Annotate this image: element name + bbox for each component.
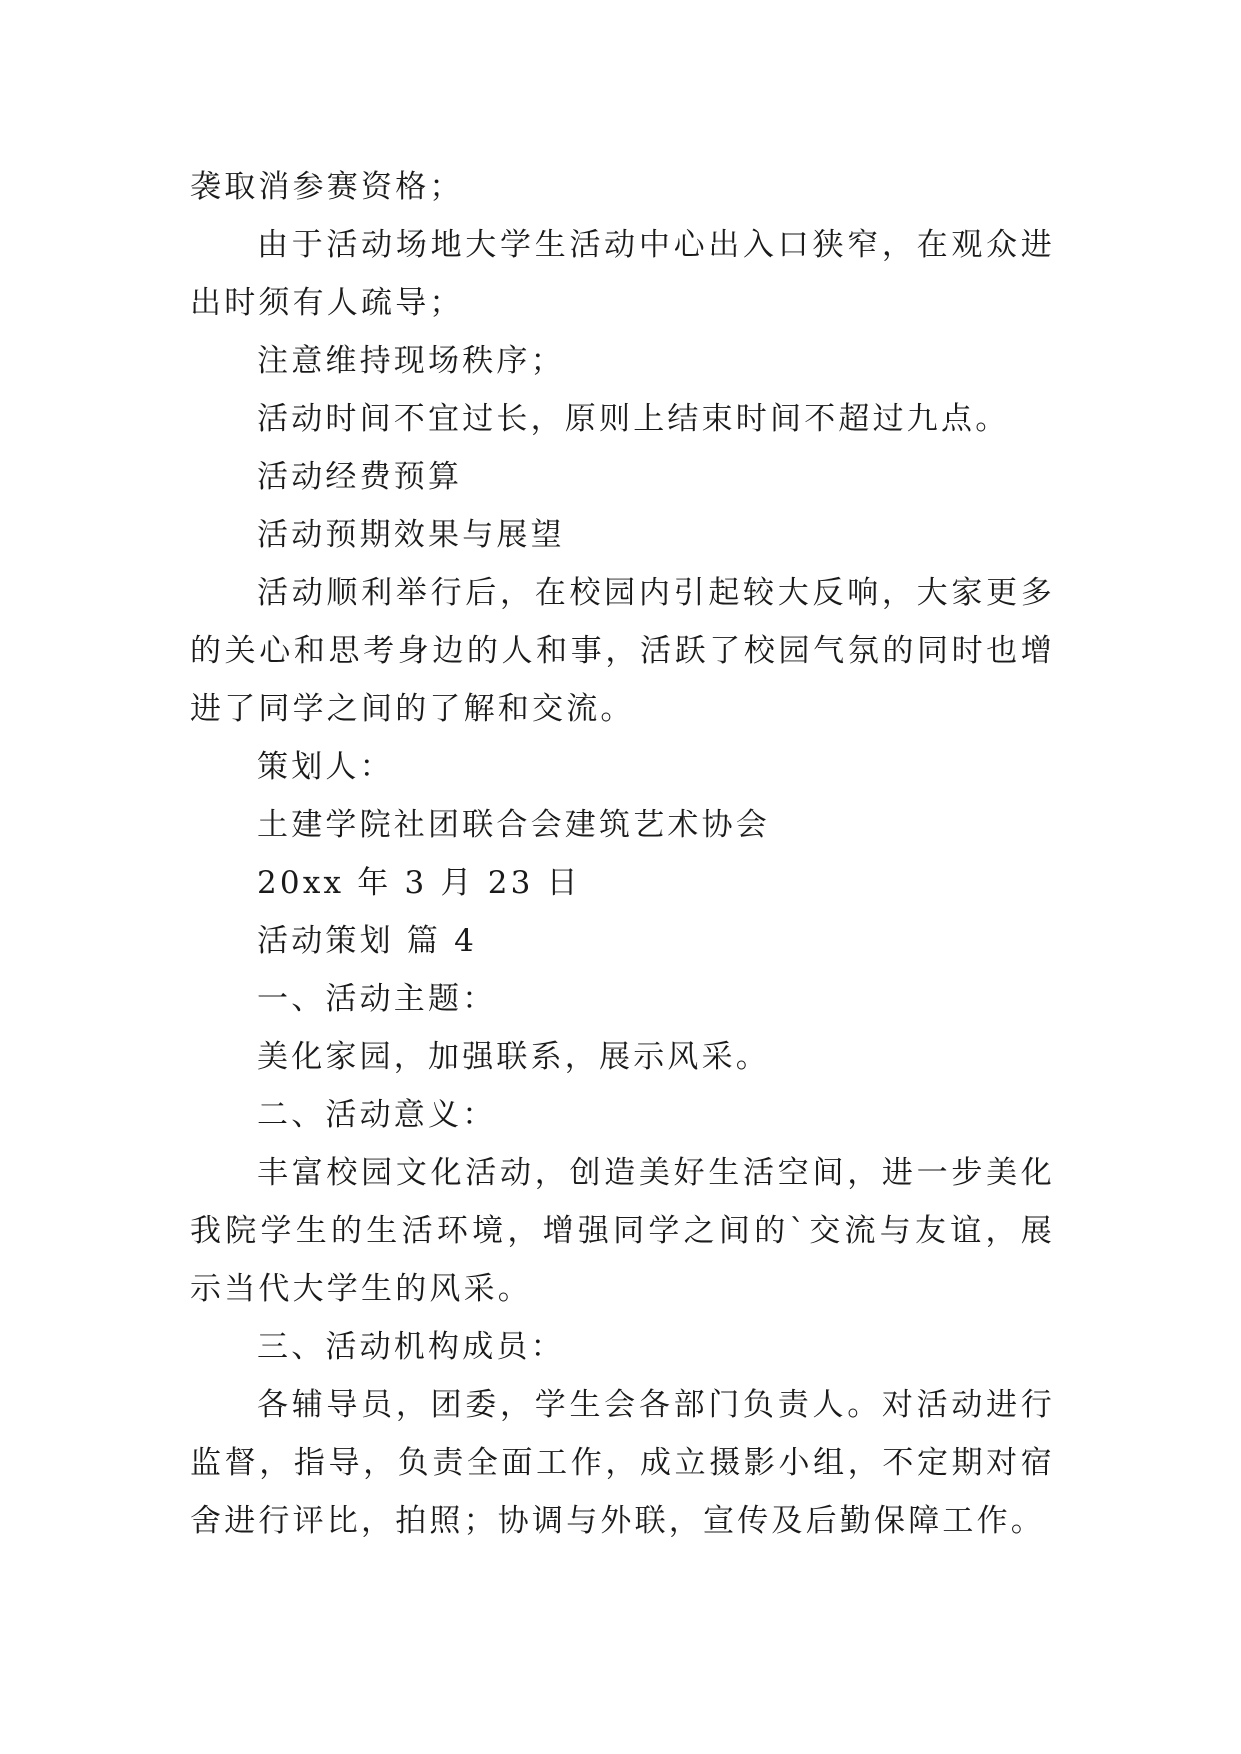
paragraph-1: 袭取消参赛资格；	[190, 169, 464, 205]
paragraph-2: 由于活动场地大学生活动中心出入口狭窄，在观众进出时须有人疏导；	[190, 227, 1055, 321]
paragraph-theme: 美化家园，加强联系，展示风采。	[257, 1039, 770, 1075]
document-body	[190, 158, 1055, 1550]
paragraph-outlook: 活动顺利举行后，在校园内引起较大反响，大家更多的关心和思考身边的人和事，活跃了校园气氛的同时也增进了同学之间的了解和交流。	[190, 575, 1055, 727]
paragraph-significance: 丰富校园文化活动，创造美好生活空间，进一步美化我院学生的生活环境，增强同学之间的`交流与友谊，展示当代大学生的风采。	[190, 1155, 1055, 1307]
section-heading-budget: 活动经费预算	[257, 459, 463, 495]
article-title: 活动策划 篇 4	[257, 923, 478, 959]
planner-label: 策划人：	[257, 749, 394, 785]
document-date: 20xx 年 3 月 23 日	[257, 865, 581, 901]
section-heading-members: 三、活动机构成员：	[257, 1329, 565, 1365]
paragraph-members: 各辅导员，团委，学生会各部门负责人。对活动进行监督，指导，负责全面工作，成立摄影小组，不定期对宿舍进行评比，拍照；协调与外联，宣传及后勤保障工作。	[190, 1387, 1055, 1539]
paragraph-4: 活动时间不宜过长，原则上结束时间不超过九点。	[257, 401, 1010, 437]
paragraph-3: 注意维持现场秩序；	[257, 343, 565, 379]
section-heading-outlook: 活动预期效果与展望	[257, 517, 565, 553]
planner-organization: 土建学院社团联合会建筑艺术协会	[257, 807, 770, 843]
section-heading-theme: 一、活动主题：	[257, 981, 497, 1017]
section-heading-significance: 二、活动意义：	[257, 1097, 497, 1133]
